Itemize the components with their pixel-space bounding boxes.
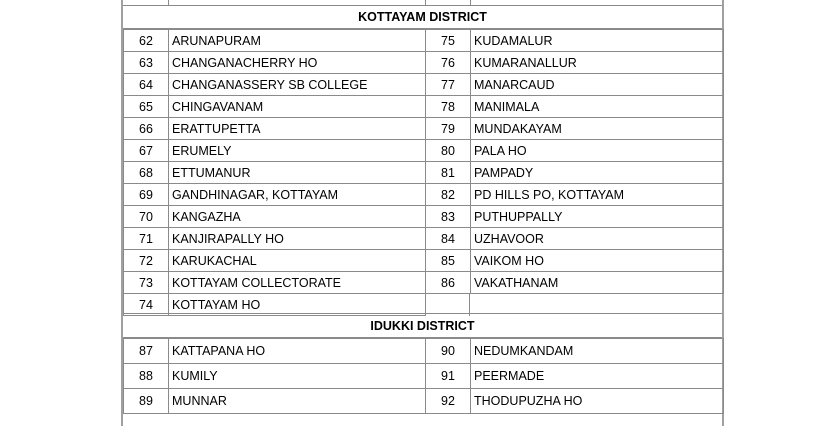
serial-number-cell: 92 <box>425 388 471 414</box>
serial-number-cell: 76 <box>425 51 471 74</box>
post-office-cell: KANJIRAPALLY HO <box>168 227 426 250</box>
post-office-cell: KUDAMALUR <box>470 29 724 52</box>
serial-number-cell: 72 <box>123 249 169 272</box>
post-office-cell: PAMPADY <box>470 161 724 184</box>
post-office-cell: CHINGAVANAM <box>168 95 426 118</box>
post-office-cell: CHANGANASSERY SB COLLEGE <box>168 73 426 96</box>
serial-number-cell: 82 <box>425 183 471 206</box>
serial-number-cell: 83 <box>425 205 471 228</box>
post-office-cell: GANDHINAGAR, KOTTAYAM <box>168 183 426 206</box>
post-office-cell: MANIMALA <box>470 95 724 118</box>
serial-number-cell: 80 <box>425 139 471 162</box>
district-heading: KOTTAYAM DISTRICT <box>123 5 722 29</box>
post-office-cell: VAKATHANAM <box>470 271 724 294</box>
serial-number-cell: 65 <box>123 95 169 118</box>
serial-number-cell: 85 <box>425 249 471 272</box>
serial-number-cell: 69 <box>123 183 169 206</box>
serial-number-cell: 74 <box>123 293 169 316</box>
serial-number-cell: 88 <box>123 363 169 389</box>
serial-number-cell: 77 <box>425 73 471 96</box>
post-office-cell: MUNNAR <box>168 388 426 414</box>
post-office-cell: KUMILY <box>168 363 426 389</box>
serial-number-cell: 68 <box>123 161 169 184</box>
serial-number-cell: 84 <box>425 227 471 250</box>
post-office-cell: PALA HO <box>470 139 724 162</box>
serial-number-cell: 78 <box>425 95 471 118</box>
post-office-cell: KUMARANALLUR <box>470 51 724 74</box>
post-office-cell: ETTUMANUR <box>168 161 426 184</box>
serial-number-cell: 64 <box>123 73 169 96</box>
post-office-cell: CHANGANACHERRY HO <box>168 51 426 74</box>
post-office-cell: KOTTAYAM HO <box>168 293 426 316</box>
district-heading: IDUKKI DISTRICT <box>123 313 722 338</box>
serial-number-cell: 90 <box>425 338 471 364</box>
post-office-cell: MANARCAUD <box>470 73 724 96</box>
post-office-cell: ARUNAPURAM <box>168 29 426 52</box>
post-office-cell: KOTTAYAM COLLECTORATE <box>168 271 426 294</box>
post-office-cell: KATTAPANA HO <box>168 338 426 364</box>
serial-number-cell: 79 <box>425 117 471 140</box>
post-office-cell: UZHAVOOR <box>470 227 724 250</box>
serial-number-cell: 71 <box>123 227 169 250</box>
post-office-cell: PUTHUPPALLY <box>470 205 724 228</box>
post-office-cell: VAIKOM HO <box>470 249 724 272</box>
serial-number-cell: 89 <box>123 388 169 414</box>
serial-number-cell: 73 <box>123 271 169 294</box>
post-office-cell: MUNDAKAYAM <box>470 117 724 140</box>
serial-number-cell: 75 <box>425 29 471 52</box>
serial-number-cell: 91 <box>425 363 471 389</box>
post-office-cell: NEDUMKANDAM <box>470 338 724 364</box>
post-office-cell: PEERMADE <box>470 363 724 389</box>
serial-number-cell: 63 <box>123 51 169 74</box>
serial-number-cell: 67 <box>123 139 169 162</box>
post-office-cell: ERATTUPETTA <box>168 117 426 140</box>
serial-number-cell: 62 <box>123 29 169 52</box>
serial-number-cell: 86 <box>425 271 471 294</box>
serial-number-cell: 70 <box>123 205 169 228</box>
post-office-cell: THODUPUZHA HO <box>470 388 724 414</box>
post-office-cell: ERUMELY <box>168 139 426 162</box>
post-office-cell: KARUKACHAL <box>168 249 426 272</box>
serial-number-cell: 87 <box>123 338 169 364</box>
post-office-cell: PD HILLS PO, KOTTAYAM <box>470 183 724 206</box>
serial-number-cell: 81 <box>425 161 471 184</box>
post-office-cell: KANGAZHA <box>168 205 426 228</box>
serial-number-cell: 66 <box>123 117 169 140</box>
